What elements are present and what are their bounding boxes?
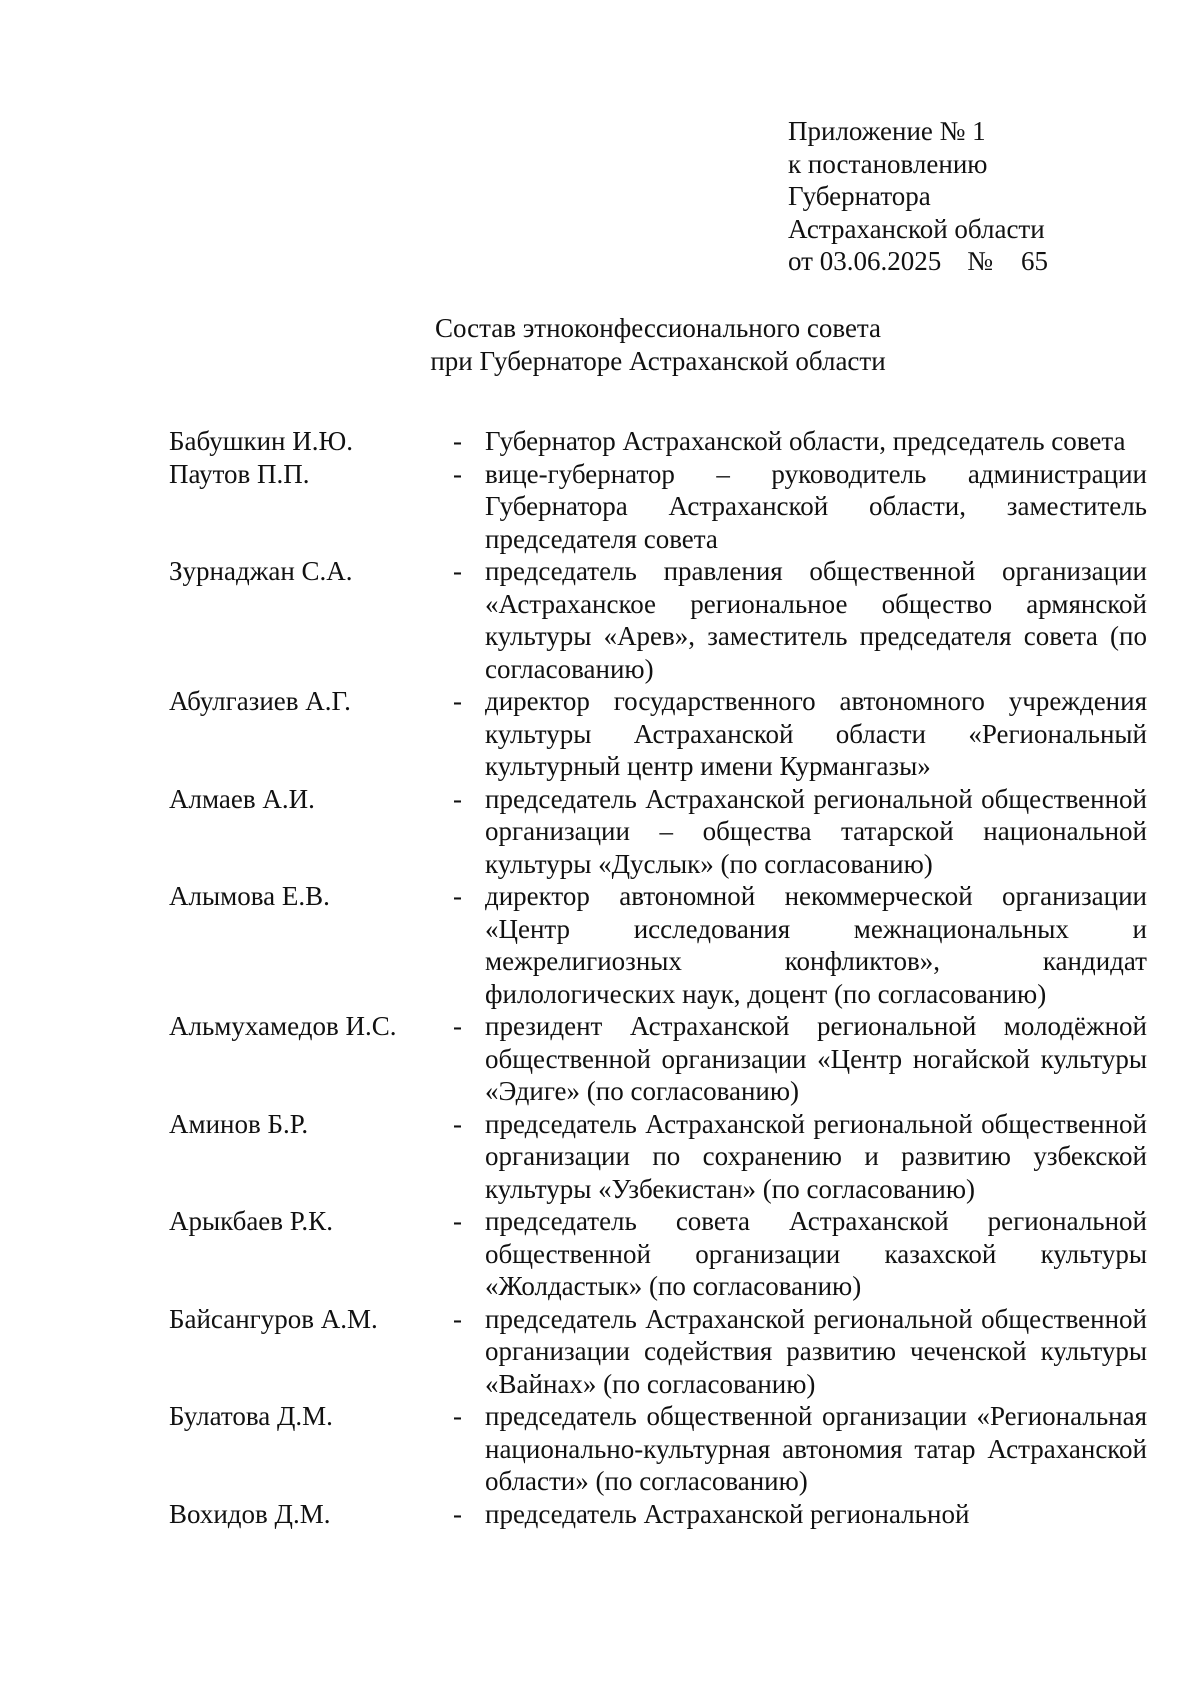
appendix-line-1: Приложение № 1 (788, 116, 986, 146)
member-dash: - (453, 426, 462, 456)
decree-number: 65 (1020, 246, 1048, 276)
member-row (169, 1108, 1147, 1206)
appendix-line-3: Губернатора (788, 181, 931, 211)
appendix-block (788, 115, 1148, 278)
member-role: председатель правления общественной организации «Астраханское региональное общество армянской культуры «Арев», заместитель председателя совета (по согласованию) (485, 556, 1147, 684)
member-dash: - (453, 686, 462, 716)
member-role: председатель Астраханской региональной общественной организации – общества татарской национальной культуры «Дуслык» (по согласованию) (485, 783, 1147, 879)
member-dash: - (453, 1108, 462, 1139)
member-role: директор государственного автономного учреждения культуры Астраханской области «Региональный культурный центр имени Курмангазы» (485, 686, 1147, 781)
decree-date: 03.06.2025 (819, 246, 942, 276)
member-row (169, 425, 1147, 458)
member-dash: - (453, 1401, 462, 1431)
member-role: председатель Астраханской региональной общественной организации по сохранению и развитию узбекской культуры «Узбекистан» (по согласованию) (485, 1108, 1147, 1204)
member-name: Алымова Е.В. (169, 881, 330, 911)
member-dash: - (453, 1011, 462, 1041)
title-line-2: при Губернаторе Астраханской области (430, 346, 886, 376)
member-role: председатель общественной организации «Региональная национально-культурная автономия татар Астраханской области» (по согласованию) (485, 1401, 1147, 1496)
member-row (169, 1400, 1147, 1498)
member-dash: - (453, 783, 462, 814)
member-name: Арыкбаев Р.К. (169, 1206, 333, 1236)
member-name: Вохидов Д.М. (169, 1498, 331, 1529)
member-dash: - (453, 1303, 462, 1334)
member-row (169, 685, 1147, 783)
member-role: президент Астраханской региональной молодёжной общественной организации «Центр ногайской культуры «Эдиге» (по согласованию) (485, 1011, 1147, 1106)
member-name: Абулгазиев А.Г. (169, 686, 351, 716)
member-dash: - (453, 458, 462, 489)
member-name: Бабушкин И.Ю. (169, 426, 354, 456)
member-name: Зурнаджан С.А. (169, 556, 353, 586)
member-row (169, 880, 1147, 1010)
member-name: Байсангуров А.М. (169, 1303, 378, 1334)
member-name: Аминов Б.Р. (169, 1108, 309, 1139)
member-row (169, 555, 1147, 685)
decree-date-line (788, 245, 1148, 278)
member-dash: - (453, 1206, 462, 1236)
document-title (0, 312, 1200, 378)
member-row (169, 783, 1147, 881)
member-role: председатель Астраханской региональной (485, 1498, 970, 1529)
member-dash: - (453, 881, 462, 911)
member-row (169, 1498, 1147, 1531)
member-name: Булатова Д.М. (169, 1401, 333, 1431)
member-row (169, 1303, 1147, 1401)
member-row (169, 1205, 1147, 1303)
member-dash: - (453, 1498, 462, 1529)
appendix-line-4: Астраханской области (788, 213, 1045, 244)
member-name: Алмаев А.И. (169, 783, 315, 814)
number-sign: № (967, 246, 993, 276)
member-role: Губернатор Астраханской области, председатель совета (485, 426, 1126, 456)
member-role: председатель Астраханской региональной общественной организации содействия развитию чеченской культуры «Вайнах» (по согласованию) (485, 1303, 1147, 1399)
appendix-line-2: к постановлению (788, 148, 988, 179)
member-row (169, 1010, 1147, 1108)
member-name: Альмухамедов И.С. (169, 1011, 397, 1041)
member-role: председатель совета Астраханской региональной общественной организации казахской культуры «Жолдастык» (по согласованию) (485, 1206, 1147, 1301)
member-role: вице-губернатор – руководитель администрации Губернатора Астраханской области, заместитель председателя совета (485, 458, 1147, 554)
members-list (169, 425, 1147, 1530)
member-name: Паутов П.П. (169, 458, 310, 489)
member-row (169, 458, 1147, 556)
title-line-1: Состав этноконфессионального совета (434, 313, 882, 343)
member-role: директор автономной некоммерческой организации «Центр исследования межнациональных и межрелигиозных конфликтов», кандидат филологических наук, доцент (по согласованию) (485, 881, 1147, 1009)
member-dash: - (453, 556, 462, 586)
date-prefix: от (788, 246, 813, 276)
